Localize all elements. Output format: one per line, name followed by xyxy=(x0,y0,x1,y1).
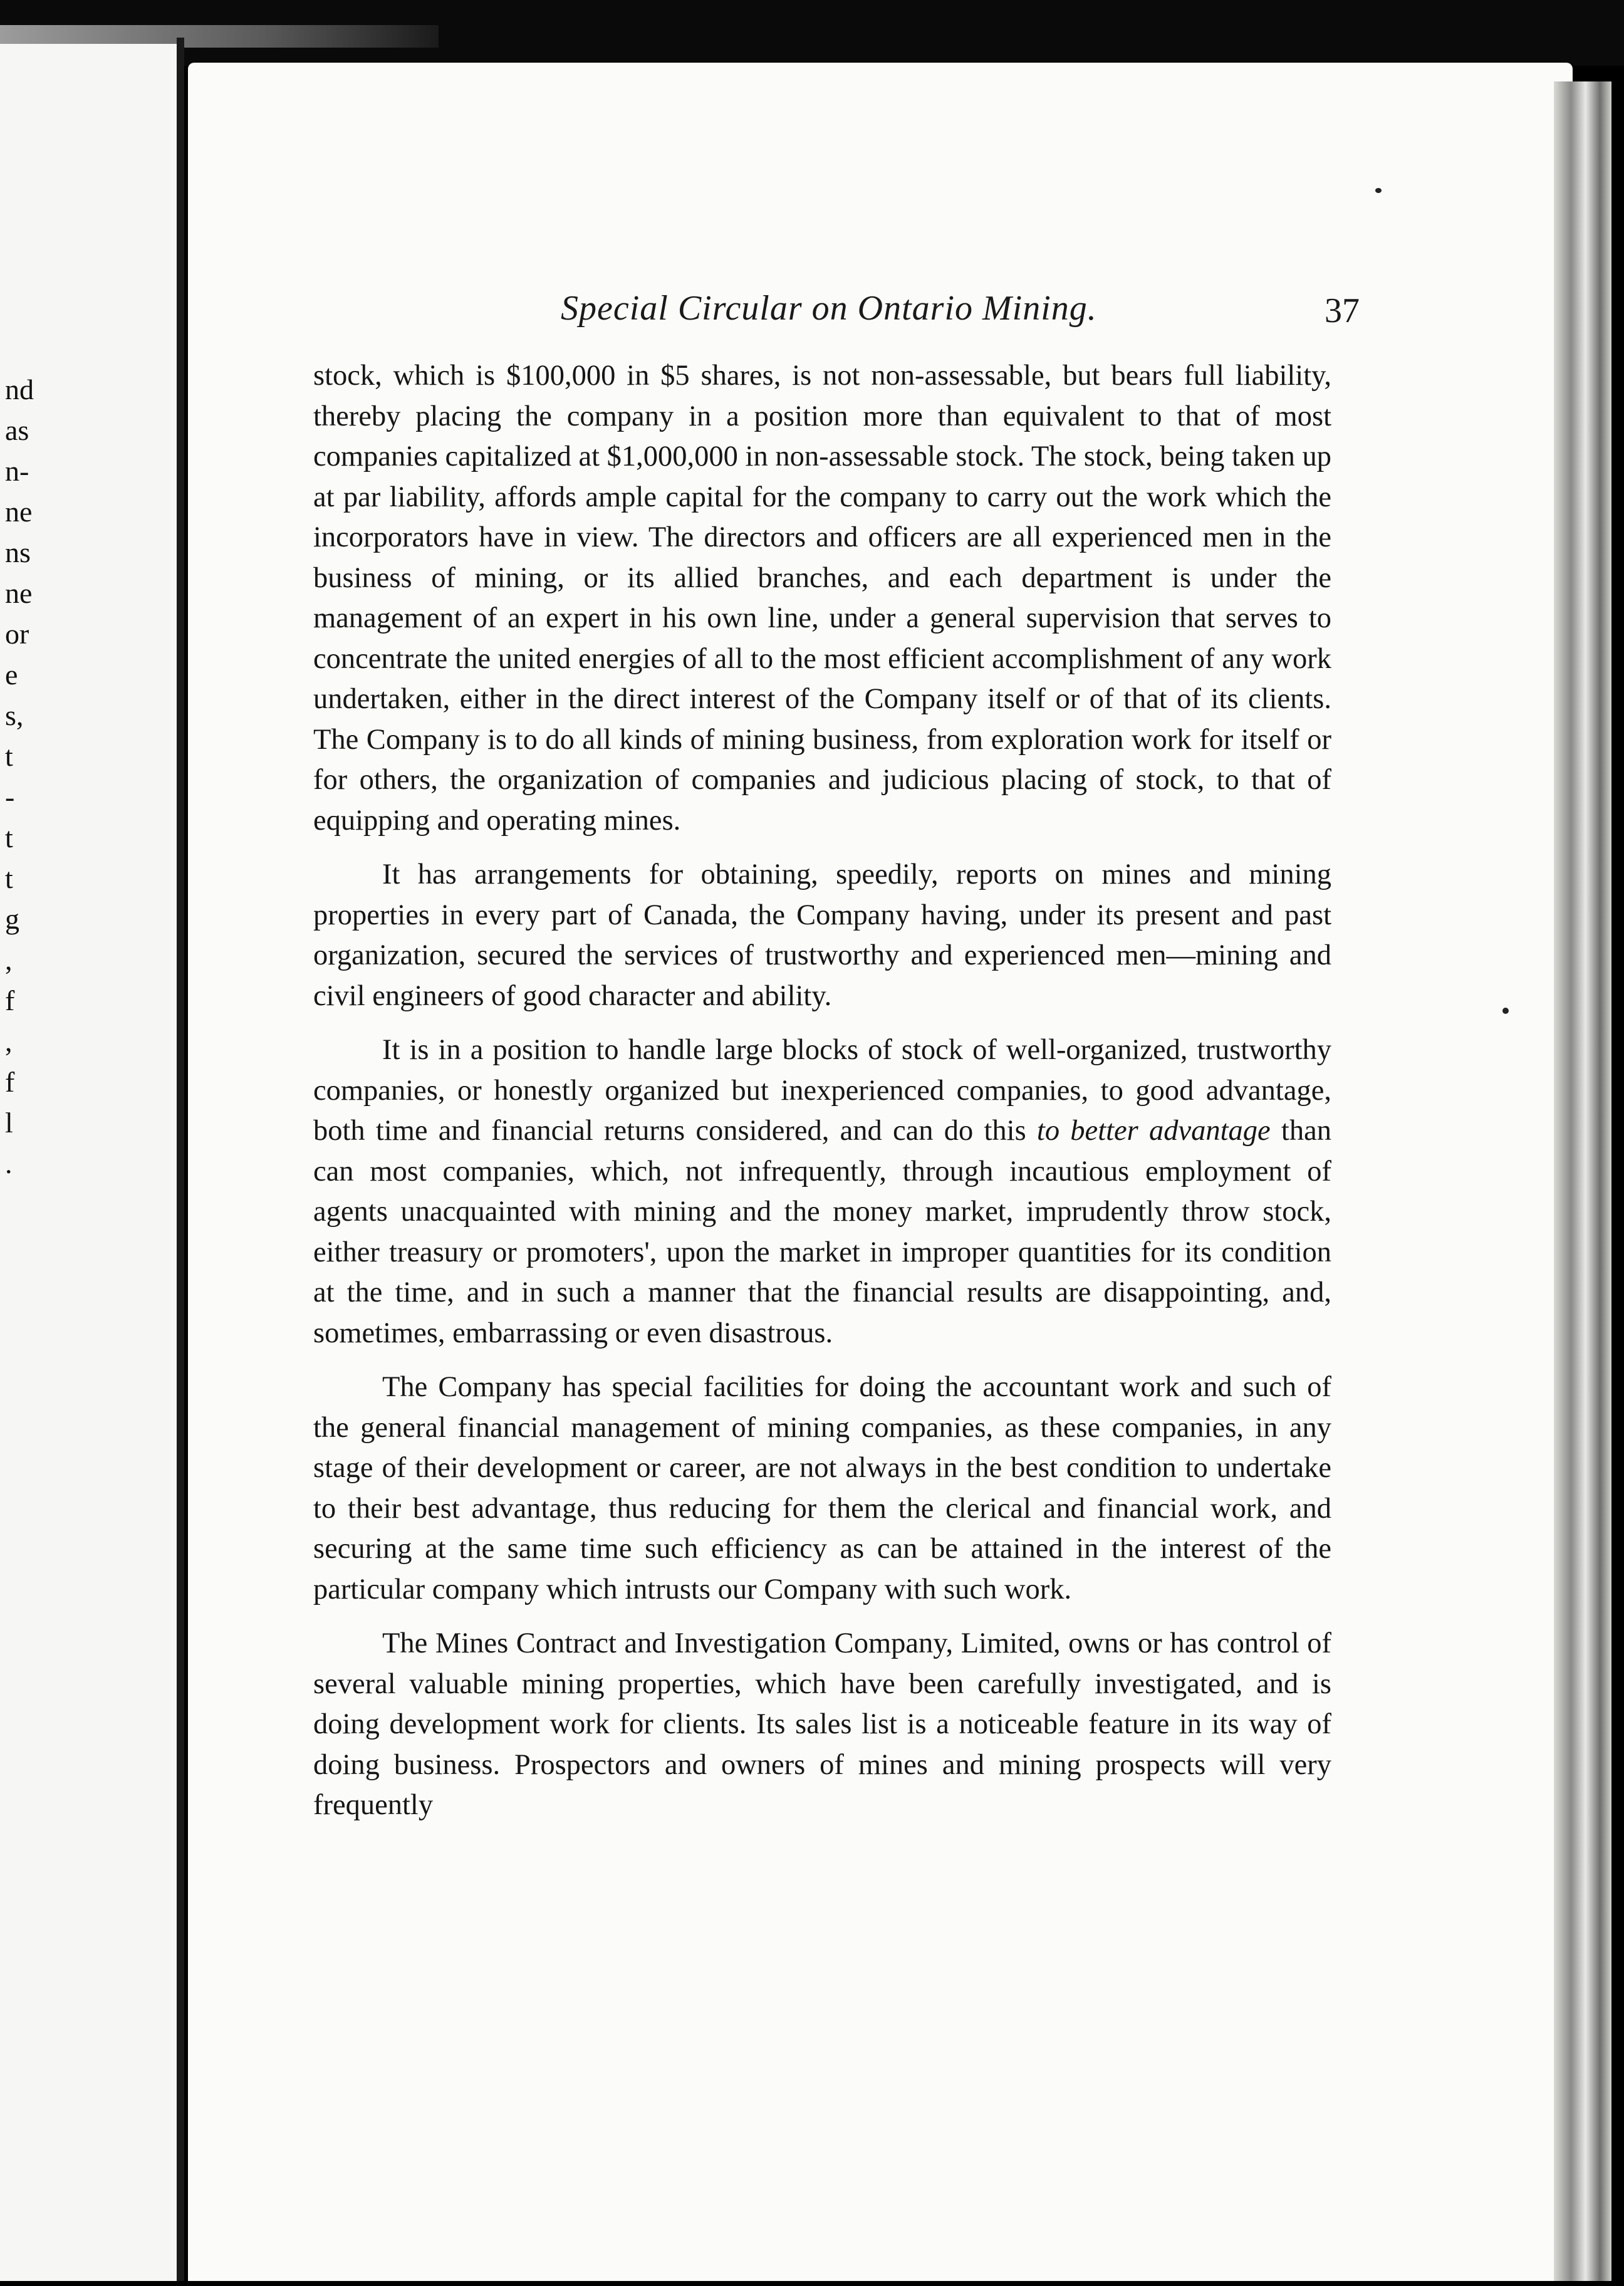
prev-page-fragment: t xyxy=(5,822,13,853)
scan-speck xyxy=(1375,188,1382,193)
prev-page-fragment: . xyxy=(5,1147,13,1179)
previous-page-strip xyxy=(0,44,179,2281)
prev-page-fragment: n- xyxy=(5,455,29,487)
prev-page-fragment: f xyxy=(5,984,15,1016)
paragraph xyxy=(313,1030,1331,1354)
running-head: Special Circular on Ontario Mining. xyxy=(561,289,1097,328)
paragraph: stock, which is $100,000 in $5 shares, is not non-assessable, but bears full liability, thereby placing the company in a position more than equivalent to that of most companies capitalized at $1,000,000 in non-assessable stock. The stock, being taken up at par liability, affords ample capital for the company to carry out the work which the incorporators have in view. The directors and officers are all experienced men in the business of mining, or its allied branches, and each department is under the management of an expert in his own line, under a general supervision that serves to concentrate the united energies of all to the most efficient accomplishment of any work undertaken, either in the direct interest of the Company itself or of that of its clients. The Company is to do all kinds of mining business, from exploration work for itself or for others, the organization of companies and judicious placing of stock, to that of equipping and operating mines. xyxy=(313,360,1331,837)
book-gutter xyxy=(177,38,184,2281)
prev-page-fragment: s, xyxy=(5,699,24,731)
prev-page-fragment: , xyxy=(5,1025,13,1057)
paragraph: It has arrangements for obtaining, speedily, reports on mines and mining properties in every part of Canada, the Company having, under its present and past organization, secured the services of trustworthy and experienced men—mining and civil engineers of good character and ability. xyxy=(313,859,1331,1012)
prev-page-fragment: t xyxy=(5,740,13,772)
scan-speck xyxy=(1502,1008,1509,1014)
page-edge-stack xyxy=(1554,81,1611,2281)
prev-page-fragment: t xyxy=(5,862,13,894)
prev-page-fragment: as xyxy=(5,414,29,446)
paragraph: The Company has special facilities for doing the accountant work and such of the general financial management of mining companies, as these companies, in any stage of their development or career, are not always in the best condition to undertake to their best advantage, thus reducing for them the clerical and financial work, and securing at the same time such efficiency as can be attained in the interest of the particular company which intrusts our Company with such work. xyxy=(313,1371,1331,1605)
prev-page-fragment: ne xyxy=(5,577,33,609)
prev-page-fragment: - xyxy=(5,781,15,813)
paragraph: The Mines Contract and Investigation Company, Limited, owns or has control of several valuable mining properties, which have been carefully investigated, and is doing development work for clients. Its sales list is a noticeable feature in its way of doing business. Prospectors and owners of mines and mining prospects will very frequently xyxy=(313,1627,1331,1821)
prev-page-fragment: g xyxy=(5,903,19,935)
page-number: 37 xyxy=(1325,291,1360,330)
prev-page-fragment: ns xyxy=(5,536,31,568)
prev-page-fragment: ne xyxy=(5,496,33,528)
emphasis-text: to better advantage xyxy=(1036,1115,1271,1147)
prev-page-fragment: f xyxy=(5,1066,15,1098)
prev-page-fragment: nd xyxy=(5,373,34,405)
paragraph-text: than can most companies, which, not infrequently, through incautious employment of agents unacquainted with mining and the money market, imprudently throw stock, either treasury or promoters', upon the market in improper quantities for its condition at the time, and in such a manner that the financial results are disappointing, and, sometimes, embarrassing or even disastrous. xyxy=(313,1115,1331,1349)
body-text xyxy=(313,356,1331,1826)
paragraph-text: It is in a position to handle large blocks of stock of well-organized, trustworthy companies, or honestly organized but inexperienced companies, to good advantage, both time and financial returns considered, and can do this xyxy=(313,1034,1331,1147)
prev-page-fragment: , xyxy=(5,944,13,976)
prev-page-fragment: l xyxy=(5,1107,13,1139)
scan-top-border xyxy=(0,0,1624,66)
prev-page-fragment: or xyxy=(5,618,29,650)
prev-page-fragment: e xyxy=(5,659,18,691)
page-header xyxy=(313,288,1360,338)
